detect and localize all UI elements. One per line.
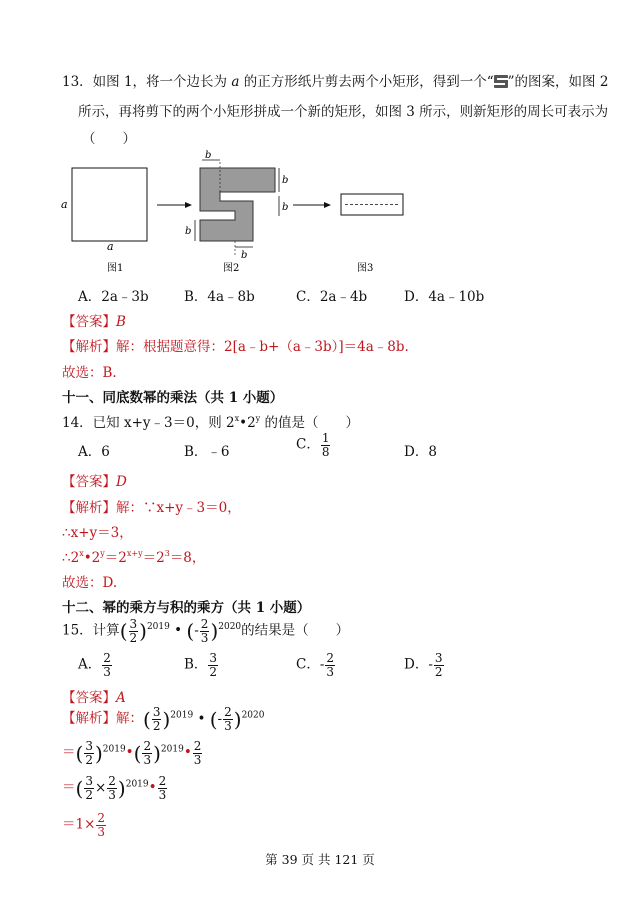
q14-answer: 【答案】D	[62, 474, 127, 490]
section-11-heading: 十一、同底数幂的乘法（共 1 小题）	[62, 390, 284, 406]
q14-step2: ∴x+y＝3，	[62, 525, 133, 541]
fig2-label-b-bottom: b	[241, 250, 248, 261]
page-footer: 第 39 页 共 121 页	[265, 852, 375, 867]
q13-analysis: 【解析】解：根据题意得：2[a﹣b+（a﹣3b）]＝4a﹣8b.	[62, 339, 409, 355]
q15-option-c: C．- $\frac{2}{3}$	[296, 651, 335, 679]
q15-option-a: A． $\frac{2}{3}$	[78, 651, 111, 679]
q13-line1: 13．如图 1，将一个边长为 a 的正方形纸片剪去两个小矩形，得到一个“ ”的图案，如图 2	[62, 74, 609, 90]
fig2-s-shape	[200, 168, 275, 241]
q13-option-b: B．4a﹣8b	[184, 289, 255, 305]
q14-step3: $\therefore 2^x•2^y=2^{x+y}=2^3=8$，	[62, 549, 206, 566]
fig2-label-b-top: b	[205, 150, 212, 161]
q13-option-c: C．2a﹣4b	[296, 289, 368, 305]
fig1-label-a-bottom: a	[107, 240, 114, 253]
section-12-heading: 十二、幂的乘方与积的乘方（共 1 小题）	[62, 600, 311, 616]
q15-step3: ＝( $\frac{3}{2}$ × $\frac{2}{3}$ )$^{2019}$• $\frac{2}{3}$	[62, 774, 167, 802]
q15-option-d: D．- $\frac{3}{2}$	[404, 651, 443, 679]
q15-step2: ＝( $\frac{3}{2}$ )$^{2019}$•( $\frac{2}{3}$ )$^{2019}$• $\frac{2}{3}$	[62, 739, 202, 767]
s-shape-icon	[494, 75, 508, 88]
q14-stem: 14．已知 x+y﹣3＝0，则 2$^x$•2$^y$ 的值是（ ）	[62, 414, 359, 431]
q15-analysis: 【解析】解：( $\frac{3}{2}$ )$^{2019}$ • (- $\frac{2}{3}$ )$^{2020}$	[62, 705, 265, 733]
q15-stem: 15．计算( $\frac{3}{2}$ )$^{2019}$ • (- $\frac{2}{3}$ )$^{2020}$的结果是（ ）	[62, 617, 350, 645]
q14-option-d: D．8	[404, 444, 437, 460]
q14-option-a: A．6	[78, 444, 110, 460]
fig2-label-b-right2: b	[282, 202, 289, 213]
fig2-label-b-left: b	[185, 226, 192, 237]
q13-option-a: A．2a﹣3b	[78, 289, 149, 305]
q13-line2: 所示，再将剪下的两个小矩形拼成一个新的矩形，如图 3 所示，则新矩形的周长可表示为	[78, 104, 609, 120]
fig3-caption: 图3	[357, 263, 374, 274]
q13-paren: （ ）	[82, 131, 136, 147]
fig2-caption: 图2	[223, 263, 240, 274]
q13-figures	[55, 150, 415, 275]
arrow-icon	[185, 202, 192, 208]
q14-option-c: C． $\frac{1}{8}$	[296, 431, 330, 459]
q15-step4: ＝1× $\frac{2}{3}$	[62, 811, 106, 839]
q13-answer: 【答案】B	[62, 314, 126, 330]
q14-analysis: 【解析】解：∵x+y﹣3＝0，	[62, 500, 241, 516]
q15-answer: 【答案】A	[62, 690, 126, 706]
arrow-icon	[324, 202, 331, 208]
q14-choice: 故选：D.	[62, 575, 118, 591]
q15-option-b: B． $\frac{3}{2}$	[184, 651, 218, 679]
q14-option-b: B．﹣6	[184, 444, 230, 460]
fig1-label-a-left: a	[61, 198, 68, 211]
q13-option-d: D．4a﹣10b	[404, 289, 485, 305]
q13-choice: 故选：B.	[62, 365, 117, 381]
fig1-square	[72, 168, 147, 241]
fig1-caption: 图1	[107, 263, 124, 274]
fig2-label-b-right1: b	[282, 175, 289, 186]
